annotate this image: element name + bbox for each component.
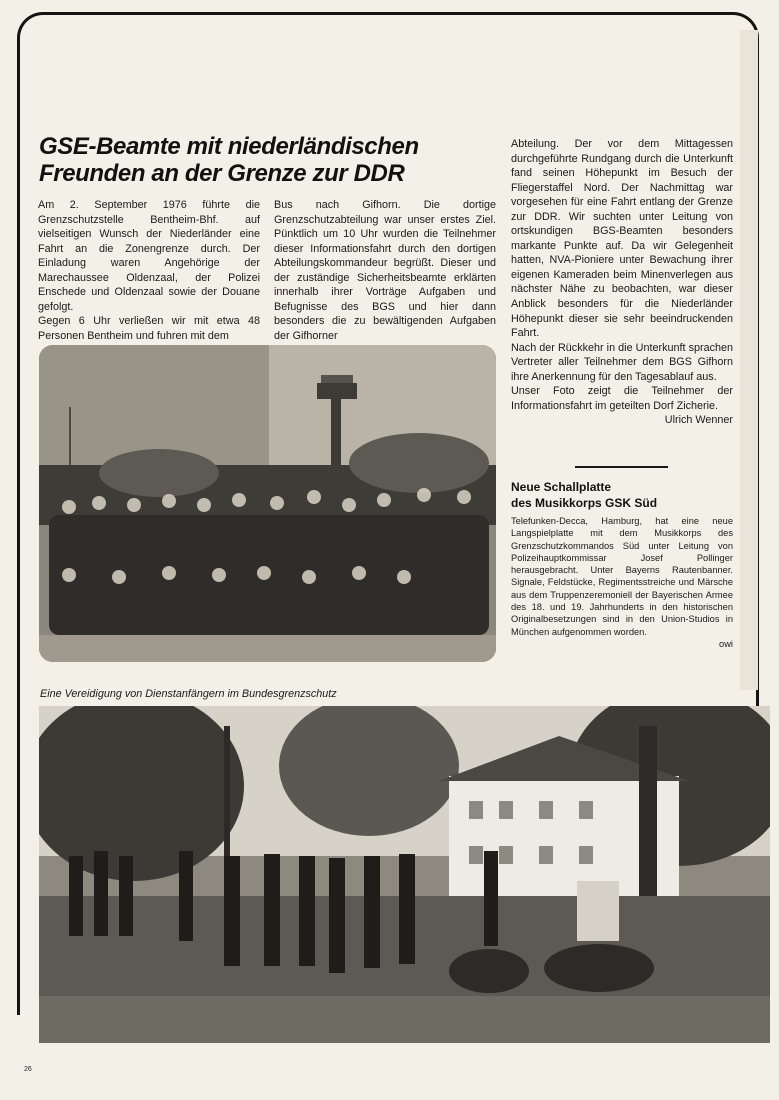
author-signature: Ulrich Wenner <box>664 414 733 427</box>
group-photo <box>39 345 496 662</box>
headline-line-1: GSE-Beamte mit niederländischen <box>39 133 419 160</box>
paragraph: Gegen 6 Uhr verließen wir mit etwa 48 Personen Bentheim und fuhren mit dem <box>38 315 260 342</box>
paragraph: Am 2. September 1976 führte die Grenzschutzstelle Bentheim-Bhf. auf vielseitigen Wunsch der Niederländer eine Fahrt an die Zonengrenze durch. Der Einladung waren Angehörige der Marechaussee Oldenzaal, der Polizei Enschede und Oldenzaal sowie der Douane gefolgt. <box>38 199 260 313</box>
page-number: 26 <box>24 1066 32 1073</box>
paragraph: Telefunken-Decca, Hamburg, hat eine neue Langspielplatte mit dem Musikkorps des Grenzschutzkommandos Süd unter Leitung von Polizeihauptkommissar Josef Pollinger herausgebracht. Unter Bayerns Rautenbanner. Signale, Feldstücke, Regimentsstreiche und Märsche aus dem Truppenzeremoniell der Bayerischen Armee des 18. und 19. Jahrhunderts in den historischen Originalbesetzungen sind in den Union-Studios in München aufgenommen worden. <box>511 516 733 637</box>
page-frame-edge <box>740 30 758 690</box>
article-column-1 <box>38 198 260 343</box>
ceremony-photo <box>39 706 770 1043</box>
sidebar-title-line-1: Neue Schallplatte <box>511 480 612 494</box>
photo-caption: Eine Vereidigung von Dienstanfängern im Bundesgrenzschutz <box>40 688 337 700</box>
sidebar-title <box>511 480 733 511</box>
paragraph: Nach der Rückkehr in die Unterkunft sprachen Vertreter aller Teilnehmer dem BGS Gifhorn ihre Anerkennung für den Tagesablauf aus. <box>511 341 733 383</box>
sidebar-body <box>511 515 733 650</box>
headline-line-2: Freunden an der Grenze zur DDR <box>39 160 405 187</box>
sidebar-author: owi <box>719 638 733 649</box>
article-headline <box>39 133 509 187</box>
section-divider <box>575 466 668 468</box>
article-column-3 <box>511 137 733 428</box>
paragraph: Bus nach Gifhorn. Die dortige Grenzschutzabteilung war unser erstes Ziel. Pünktlich um 10 Uhr wurden die Teilnehmer dieser Informationsfahrt durch den dortigen Abteilungskommandeur begrüßt. Dieser und der zuständige Sicherheitsbeamte erklärten innerhalb ihrer Vorträge Aufgaben und Befugnisse des BGS und hier dann besonders die zu bewältigenden Aufgaben der Gifhorner <box>274 199 496 342</box>
paragraph: Unser Foto zeigt die Teilnehmer der Informationsfahrt im geteilten Dorf Zicherie. <box>511 385 733 412</box>
paragraph: Abteilung. Der vor dem Mittagessen durchgeführte Rundgang durch die Unterkunft fand seinen Höhepunkt im Besuch der Fliegerstaffel Nord. Der Nachmittag war vorgesehen für eine Fahrt entlang der Grenze zur DDR. Wir suchten unter Leitung von ortskundigen BGS-Beamten besonders markante Punkte auf. Da wir Gelegenheit hatten, NVA-Pioniere unter Bewachung ihrer eigenen Kameraden beim Minenverlegen aus nächster Nähe zu beobachten, war dieser Anblick besonders für die Niederländer Höhepunkt dieser sie sehr beeindruckenden Fahrt. <box>511 138 733 340</box>
sidebar-title-line-2: des Musikkorps GSK Süd <box>511 495 658 510</box>
article-column-2 <box>274 198 496 343</box>
